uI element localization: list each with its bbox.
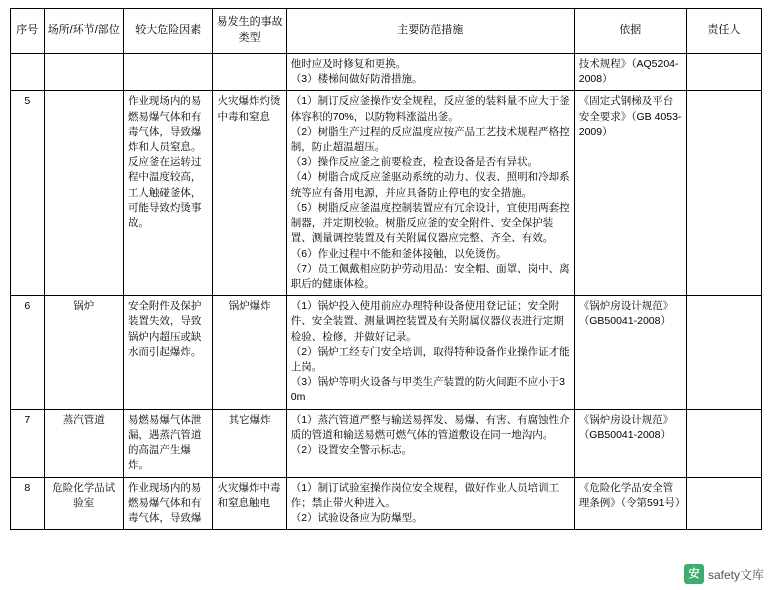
- cell-responsible: [686, 477, 761, 530]
- table-row: [11, 296, 762, 410]
- cell-basis: [574, 477, 686, 530]
- cell-risk-factor: 易燃易爆气体泄漏，遇蒸汽管道的高温产生爆炸。: [123, 409, 213, 477]
- column-header-no: 序号: [11, 9, 45, 54]
- cell-responsible: [686, 53, 761, 90]
- cell-risk-factor: 安全附件及保护装置失效，导致锅炉内超压或缺水而引起爆炸。: [123, 296, 213, 410]
- measure-item: 他时应及时修复和更换。: [290, 57, 407, 70]
- watermark: [684, 564, 764, 584]
- column-header-basis: 依据: [574, 9, 686, 54]
- cell-accident-type: [213, 53, 286, 90]
- column-header-accident-type: 易发生的事故类型: [213, 9, 286, 54]
- cell-risk-factor: [123, 53, 213, 90]
- measure-item: （1）制订反应釜操作安全规程，反应釜的装料量不应大于釜体容积的70%，以防物料涨溢出釜。: [290, 95, 570, 123]
- cell-measures: [286, 477, 574, 530]
- cell-basis: [574, 91, 686, 296]
- cell-no: 6: [11, 296, 45, 410]
- basis-item: 《锅炉房设计规范》（GB50041-2008）: [578, 300, 674, 328]
- measure-item: （6）作业过程中不能和釜体接触，以免烫伤。: [290, 247, 507, 260]
- cell-place: 锅炉: [44, 296, 123, 410]
- measure-item: （2）锅炉工经专门安全培训，取得特种设备作业操作证才能上岗。: [290, 345, 570, 374]
- table-row: [11, 477, 762, 530]
- measure-item: （1）蒸汽管道严整与输送易挥发、易爆、有害、有腐蚀性介质的管道和输送易燃可燃气体的管道敷设在同一地沟内。: [290, 413, 570, 441]
- measure-item: （5）树脂反应釜温度控制装置应有冗余设计，宜使用两套控制器，并定期校验。树脂反应釜的安全附件、安全保护装置、测量调控装置及有关附属仪器应完整、齐全、有效。: [290, 201, 570, 245]
- cell-measures: [286, 53, 574, 90]
- column-header-measures: 主要防范措施: [286, 9, 574, 54]
- table-row: [11, 409, 762, 477]
- cell-measures: [286, 91, 574, 296]
- basis-item: 《固定式钢梯及平台安全要求》（GB 4053-2009）: [578, 95, 682, 138]
- cell-place: 危险化学品试验室: [44, 477, 123, 530]
- cell-measures: [286, 296, 574, 410]
- watermark-label: safety文库: [707, 567, 764, 582]
- cell-no: [11, 53, 45, 90]
- table-header-row: [11, 9, 762, 54]
- measure-item: （2）设置安全警示标志。: [290, 444, 413, 457]
- column-header-place: 场所/环节/部位: [44, 9, 123, 54]
- table-header: [11, 9, 762, 54]
- cell-accident-type: 火灾爆炸中毒和窒息触电: [213, 477, 286, 530]
- cell-risk-factor: 作业现场内的易燃易爆气体和有毒气体，导致爆炸和人员窒息。反应釜在运转过程中温度较高，工人触碰釜体，可能导致灼烫事故。: [123, 91, 213, 296]
- cell-risk-factor: 作业现场内的易燃易爆气体和有毒气体，导致爆: [123, 477, 213, 530]
- basis-item: 《锅炉房设计规范》（GB50041-2008）: [578, 413, 674, 441]
- cell-responsible: [686, 91, 761, 296]
- cell-responsible: [686, 409, 761, 477]
- cell-responsible: [686, 296, 761, 410]
- measure-item: （4）树脂合成反应釜驱动系统的动力、仪表、照明和冷却系统等应有备用电源，并应具备防止停电的安全措施。: [290, 171, 570, 199]
- cell-accident-type: 其它爆炸: [213, 409, 286, 477]
- basis-item: 《危险化学品安全管理条例》（令第591号）: [578, 481, 686, 509]
- basis-item: 技术规程》（AQ5204-2008）: [578, 57, 679, 86]
- table-body: [11, 53, 762, 529]
- table-row: [11, 91, 762, 296]
- measure-item: （3）操作反应釜之前要检查，检查设备是否有异状。: [290, 156, 539, 169]
- cell-measures: [286, 409, 574, 477]
- cell-basis: [574, 296, 686, 410]
- column-header-risk-factor: 较大危险因素: [123, 9, 213, 54]
- table-row: [11, 53, 762, 90]
- cell-no: 8: [11, 477, 45, 530]
- column-header-responsible: 责任人: [686, 9, 761, 54]
- measure-item: （3）楼梯间做好防滑措施。: [290, 73, 423, 86]
- cell-no: 7: [11, 409, 45, 477]
- risk-control-table: [10, 8, 762, 530]
- measure-item: （3）锅炉等明火设备与甲类生产装置的防火间距不应小于30m: [290, 376, 565, 404]
- cell-accident-type: 锅炉爆炸: [213, 296, 286, 410]
- cell-no: 5: [11, 91, 45, 296]
- cell-basis: [574, 409, 686, 477]
- cell-place: 蒸汽管道: [44, 409, 123, 477]
- watermark-logo-icon: 安: [684, 564, 704, 584]
- cell-place: [44, 91, 123, 296]
- cell-place: [44, 53, 123, 90]
- measure-item: （7）员工佩戴相应防护劳动用品：安全帽、面罩、岗中、离职后的健康体检。: [290, 262, 570, 290]
- cell-basis: [574, 53, 686, 90]
- measure-item: （1）制订试验室操作岗位安全规程，做好作业人员培训工作；禁止带火种进入。: [290, 481, 560, 509]
- measure-item: （2）试验设备应为防爆型。: [290, 512, 423, 524]
- cell-accident-type: 火灾爆炸灼烫中毒和窒息: [213, 91, 286, 296]
- measure-item: （1）锅炉投入使用前应办理特种设备使用登记证；安全附件、安全装置、测量调控装置及有关附属仪器仪表进行定期检验、检修，并做好记录。: [290, 300, 564, 343]
- measure-item: （2）树脂生产过程的反应温度应按产品工艺技术规程严格控制，防止超温超压。: [290, 125, 570, 153]
